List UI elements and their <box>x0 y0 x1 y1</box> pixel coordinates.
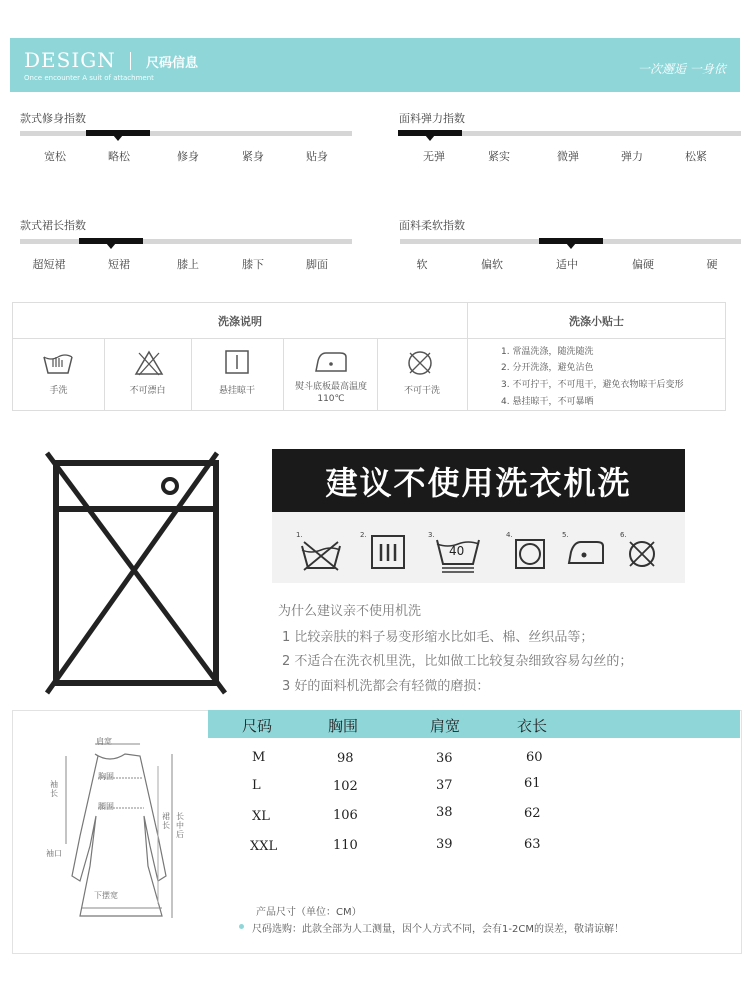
softness-index-title: 面料柔软指数 <box>399 219 465 232</box>
diagram-label-hem: 下摆宽 <box>94 891 118 900</box>
no-machine-wash-banner: 建议不使用洗衣机洗 <box>272 449 685 512</box>
symbol-number: 3. <box>428 531 435 539</box>
wash-tips-title: 洗涤小贴士 <box>468 303 725 339</box>
header-title: 尺码信息 <box>146 56 199 71</box>
reason-1: 1 比较亲肤的料子易变形缩水比如毛、棉、丝织品等； <box>282 630 594 645</box>
wash-tip-3: 3. 不可拧干，不可甩干，避免衣物晾干后变形 <box>501 380 684 390</box>
note-bullet-icon <box>239 924 244 929</box>
length-index-title: 款式裙长指数 <box>20 219 86 232</box>
size-cell: 106 <box>333 808 358 823</box>
elasticity-label-1: 紧实 <box>488 150 510 163</box>
size-measure-note: 尺码选购：此款全部为人工测量，因个人方式不同，会有1-2CM的误差，敬请谅解！ <box>252 924 624 935</box>
softness-label-4: 硬 <box>706 258 718 271</box>
size-cell: 37 <box>436 778 453 793</box>
iron-icon <box>314 349 348 375</box>
drip-dry-icon <box>370 534 406 570</box>
size-cell: M <box>252 750 266 765</box>
size-cell: L <box>252 778 261 793</box>
care-cell-divider <box>377 338 378 410</box>
fit-label-4: 贴身 <box>306 150 328 163</box>
diagram-label-cuff: 袖口 <box>46 849 62 858</box>
size-unit-note: 产品尺寸（单位：CM） <box>256 907 362 918</box>
length-index-selected <box>79 238 143 244</box>
size-header-size: 尺码 <box>242 717 273 735</box>
diagram-label-shoulder: 肩宽 <box>96 737 112 746</box>
care-label-no-dry-clean: 不可干洗 <box>403 386 440 396</box>
size-cell: 60 <box>526 750 543 765</box>
symbol-number: 1. <box>296 531 303 539</box>
symbol-number: 2. <box>360 531 367 539</box>
size-cell: 110 <box>333 838 358 853</box>
no-wash-icon <box>298 538 344 572</box>
crossed-washing-machine-icon <box>44 449 229 697</box>
elasticity-label-0: 无弹 <box>423 150 445 163</box>
care-divider <box>467 303 468 410</box>
elasticity-label-4: 松紧 <box>685 150 707 163</box>
size-cell: 63 <box>524 837 541 852</box>
care-label-hand-wash: 手洗 <box>49 386 68 396</box>
size-cell: 39 <box>436 837 453 852</box>
fit-index-bar <box>20 131 352 136</box>
wash-instructions-title: 洗涤说明 <box>13 303 467 339</box>
care-table <box>12 302 726 411</box>
reason-2: 2 不适合在洗衣机里洗，比如做工比较复杂细致容易勾丝的； <box>282 654 633 669</box>
diagram-label-chest: 胸围 <box>98 772 114 781</box>
diagram-label-center-length: 长中后 <box>176 812 184 839</box>
size-cell: XL <box>252 809 270 824</box>
care-cell-divider <box>104 338 105 410</box>
size-cell: 98 <box>337 751 354 766</box>
elasticity-index-bar <box>398 131 741 136</box>
size-cell: XXL <box>250 839 278 854</box>
header-slogan: 一次邂逅 一身依 <box>638 62 726 76</box>
length-index-bar <box>20 239 352 244</box>
size-header-chest: 胸围 <box>328 717 359 735</box>
header-divider <box>130 52 131 70</box>
length-label-2: 膝上 <box>177 258 199 271</box>
softness-index-bar <box>400 239 741 244</box>
elasticity-label-2: 微弹 <box>557 150 579 163</box>
reasons-title: 为什么建议亲不使用机洗 <box>278 604 422 619</box>
softness-label-2: 适中 <box>556 258 578 271</box>
brand-logo: DESIGN <box>24 48 116 72</box>
reason-3: 3 好的面料机洗都会有轻微的磨损： <box>282 679 490 694</box>
symbol-number: 5. <box>562 531 569 539</box>
care-cell-divider <box>191 338 192 410</box>
fit-label-1: 略松 <box>108 150 130 163</box>
size-cell: 102 <box>333 779 358 794</box>
softness-label-0: 软 <box>416 258 428 271</box>
wash-tip-1: 1. 常温洗涤，随洗随洗 <box>501 347 594 357</box>
care-symbols-strip <box>272 512 685 583</box>
size-header-length: 衣长 <box>517 717 548 735</box>
header-subtitle: Once encounter A suit of attachment <box>24 74 154 82</box>
wash-tip-2: 2. 分开洗涤，避免沾色 <box>501 363 594 373</box>
fit-label-0: 宽松 <box>44 150 66 163</box>
fit-label-3: 紧身 <box>242 150 264 163</box>
elasticity-label-3: 弹力 <box>621 150 643 163</box>
size-cell: 38 <box>436 805 453 820</box>
size-table-header <box>208 710 740 738</box>
iron-medium-icon <box>566 538 606 568</box>
header-banner <box>10 38 740 92</box>
hang-dry-icon <box>224 349 250 375</box>
care-cell-divider <box>283 338 284 410</box>
size-cell: 62 <box>524 806 541 821</box>
hand-wash-icon <box>41 349 75 377</box>
size-header-shoulder: 肩宽 <box>430 717 461 735</box>
care-label-hang-dry: 悬挂晾干 <box>218 386 255 396</box>
no-bleach-icon <box>134 349 164 377</box>
diagram-label-waist: 腰围 <box>98 802 114 811</box>
wash-tip-4: 4. 悬挂晾干，不可暴晒 <box>501 397 594 407</box>
length-label-1: 短裙 <box>108 258 130 271</box>
symbol-number: 6. <box>620 531 627 539</box>
softness-label-3: 偏硬 <box>632 258 654 271</box>
elasticity-index-title: 面料弹力指数 <box>399 112 465 125</box>
tumble-dry-icon <box>514 538 546 570</box>
fit-index-title: 款式修身指数 <box>20 112 86 125</box>
fit-index-selected <box>86 130 150 136</box>
size-cell: 61 <box>524 776 541 791</box>
no-dry-clean-icon <box>624 538 660 570</box>
symbol-number: 4. <box>506 531 513 539</box>
fit-label-2: 修身 <box>177 150 199 163</box>
wash-temperature: 40 <box>449 544 465 558</box>
diagram-label-length: 裙长 <box>162 812 170 830</box>
length-label-4: 脚面 <box>306 258 328 271</box>
size-cell: 36 <box>436 751 453 766</box>
diagram-label-sleeve: 袖长 <box>50 780 58 798</box>
care-label-iron: 熨斗底板最高温度110℃ <box>294 382 367 404</box>
care-label-no-bleach: 不可漂白 <box>129 386 166 396</box>
length-label-0: 超短裙 <box>32 258 66 271</box>
length-label-3: 膝下 <box>242 258 264 271</box>
softness-label-1: 偏软 <box>481 258 503 271</box>
softness-index-selected <box>539 238 603 244</box>
no-dry-clean-icon <box>406 349 434 377</box>
elasticity-index-selected <box>398 130 462 136</box>
